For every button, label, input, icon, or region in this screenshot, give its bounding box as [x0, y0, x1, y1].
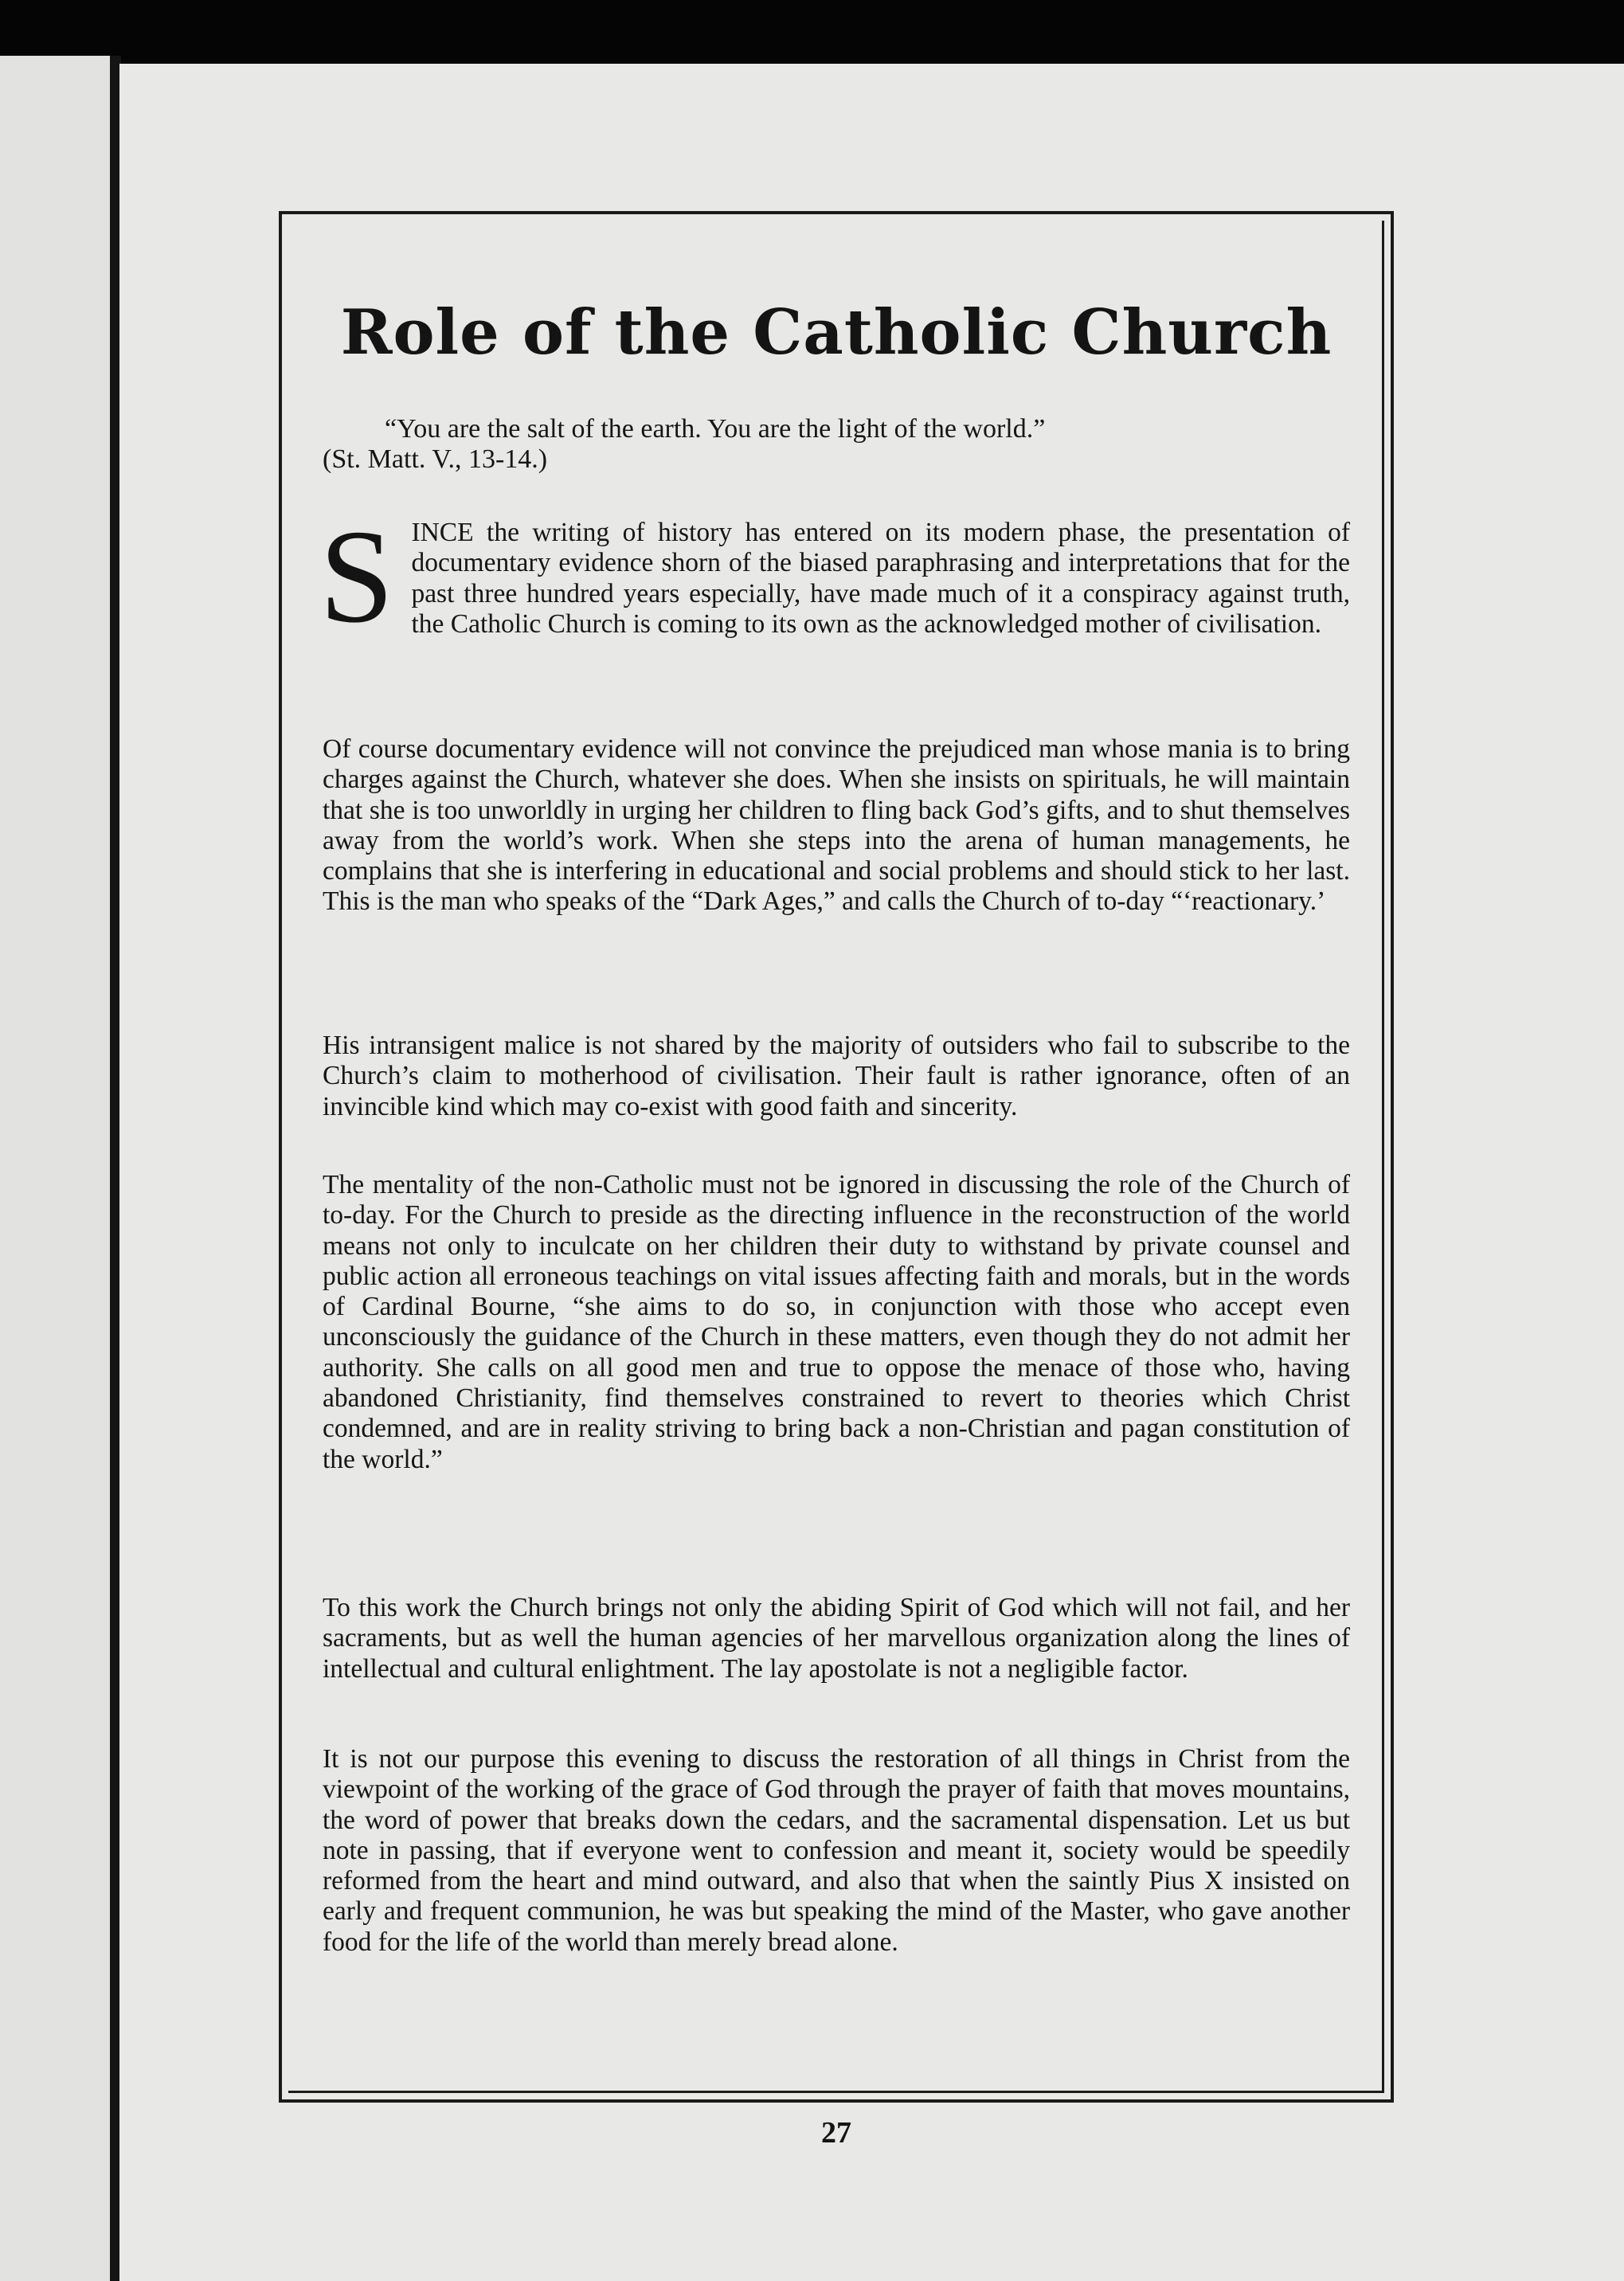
article-title: Role of the Catholic Church: [340, 296, 1332, 369]
drop-cap: S: [319, 503, 394, 651]
epigraph-quote: “You are the salt of the earth. You are the light of the world.”: [385, 414, 1046, 444]
paragraph-1: [319, 503, 1350, 651]
scan-top-border: [0, 0, 1624, 62]
paragraph-2-text: Of course documentary evidence will not convince the prejudiced man whose mania is to bring charges against the Church, whatever she does. When she insists on spirituals, he will maintain that she is too unworldly in urging her children to fling back God’s gifts, and to shut themselves away from the world’s work. When she steps into the arena of human managements, he complains that she is interfering in educational and social problems and should stick to her last. This is the man who speaks of the “Dark Ages,” and calls the Church of to-day “‘reactionary.’: [323, 734, 1350, 917]
paragraph-6-text: It is not our purpose this evening to discuss the restoration of all things in Christ from the viewpoint of the working of the grace of God through the prayer of faith that moves mountains, the word of power that breaks down the cedars, and the sacramental dispensation. Let us but note in passing, that if everyone went to confession and meant it, society would be speedily reformed from the heart and mind outward, and also that when the saintly Pius X insisted on early and frequent communion, he was but speaking the mind of the Master, who gave another food for the life of the world than merely bread alone.: [323, 1744, 1350, 1957]
paragraph-5: [323, 1593, 1350, 1684]
facing-page-edge: [0, 56, 112, 2281]
paragraph-3: [323, 1031, 1350, 1122]
paragraph-5-text: To this work the Church brings not only the abiding Spirit of God which will not fail, and her sacraments, but as well the human agencies of her marvellous organization along the lines of intellectual and cultural enlightment. The lay apostolate is not a negligible factor.: [323, 1593, 1350, 1684]
epigraph-citation: (St. Matt. V., 13-14.): [323, 444, 548, 475]
page-number: 27: [821, 2116, 851, 2150]
paragraph-4-text: The mentality of the non-Catholic must not be ignored in discussing the role of the Church of to-day. For the Church to preside as the directing influence in the reconstruction of the world means not only to inculcate on her children their duty to withstand by private counsel and public action all erroneous teachings on vital issues affecting faith and morals, but in the words of Cardinal Bourne, “she aims to do so, in conjunction with those who accept even unconsciously the guidance of the Church in these matters, even though they do not admit her authority. She calls on all good men and true to oppose the menace of those who, having abandoned Christianity, find themselves constrained to revert to theories which Christ condemned, and are in reality striving to bring back a non-Christian and pagan constitution of the world.”: [323, 1170, 1350, 1474]
paragraph-3-text: His intransigent malice is not shared by the majority of outsiders who fail to subscribe to the Church’s claim to motherhood of civilisation. Their fault is rather ignorance, often of an invincible kind which may co-exist with good faith and sincerity.: [323, 1031, 1350, 1121]
epigraph: [323, 414, 1350, 475]
paragraph-4: [323, 1170, 1350, 1475]
paragraph-2: [323, 734, 1350, 917]
paragraph-1-text: INCE the writing of history has entered on its modern phase, the presentation of documentary evidence shorn of the biased paraphrasing and interpretations that for the past three hundred years especially, have made much of it a conspiracy against truth, the Catholic Church is coming to its own as the acknowledged mother of civilisation.: [411, 518, 1350, 639]
paragraph-6: [323, 1744, 1350, 1958]
